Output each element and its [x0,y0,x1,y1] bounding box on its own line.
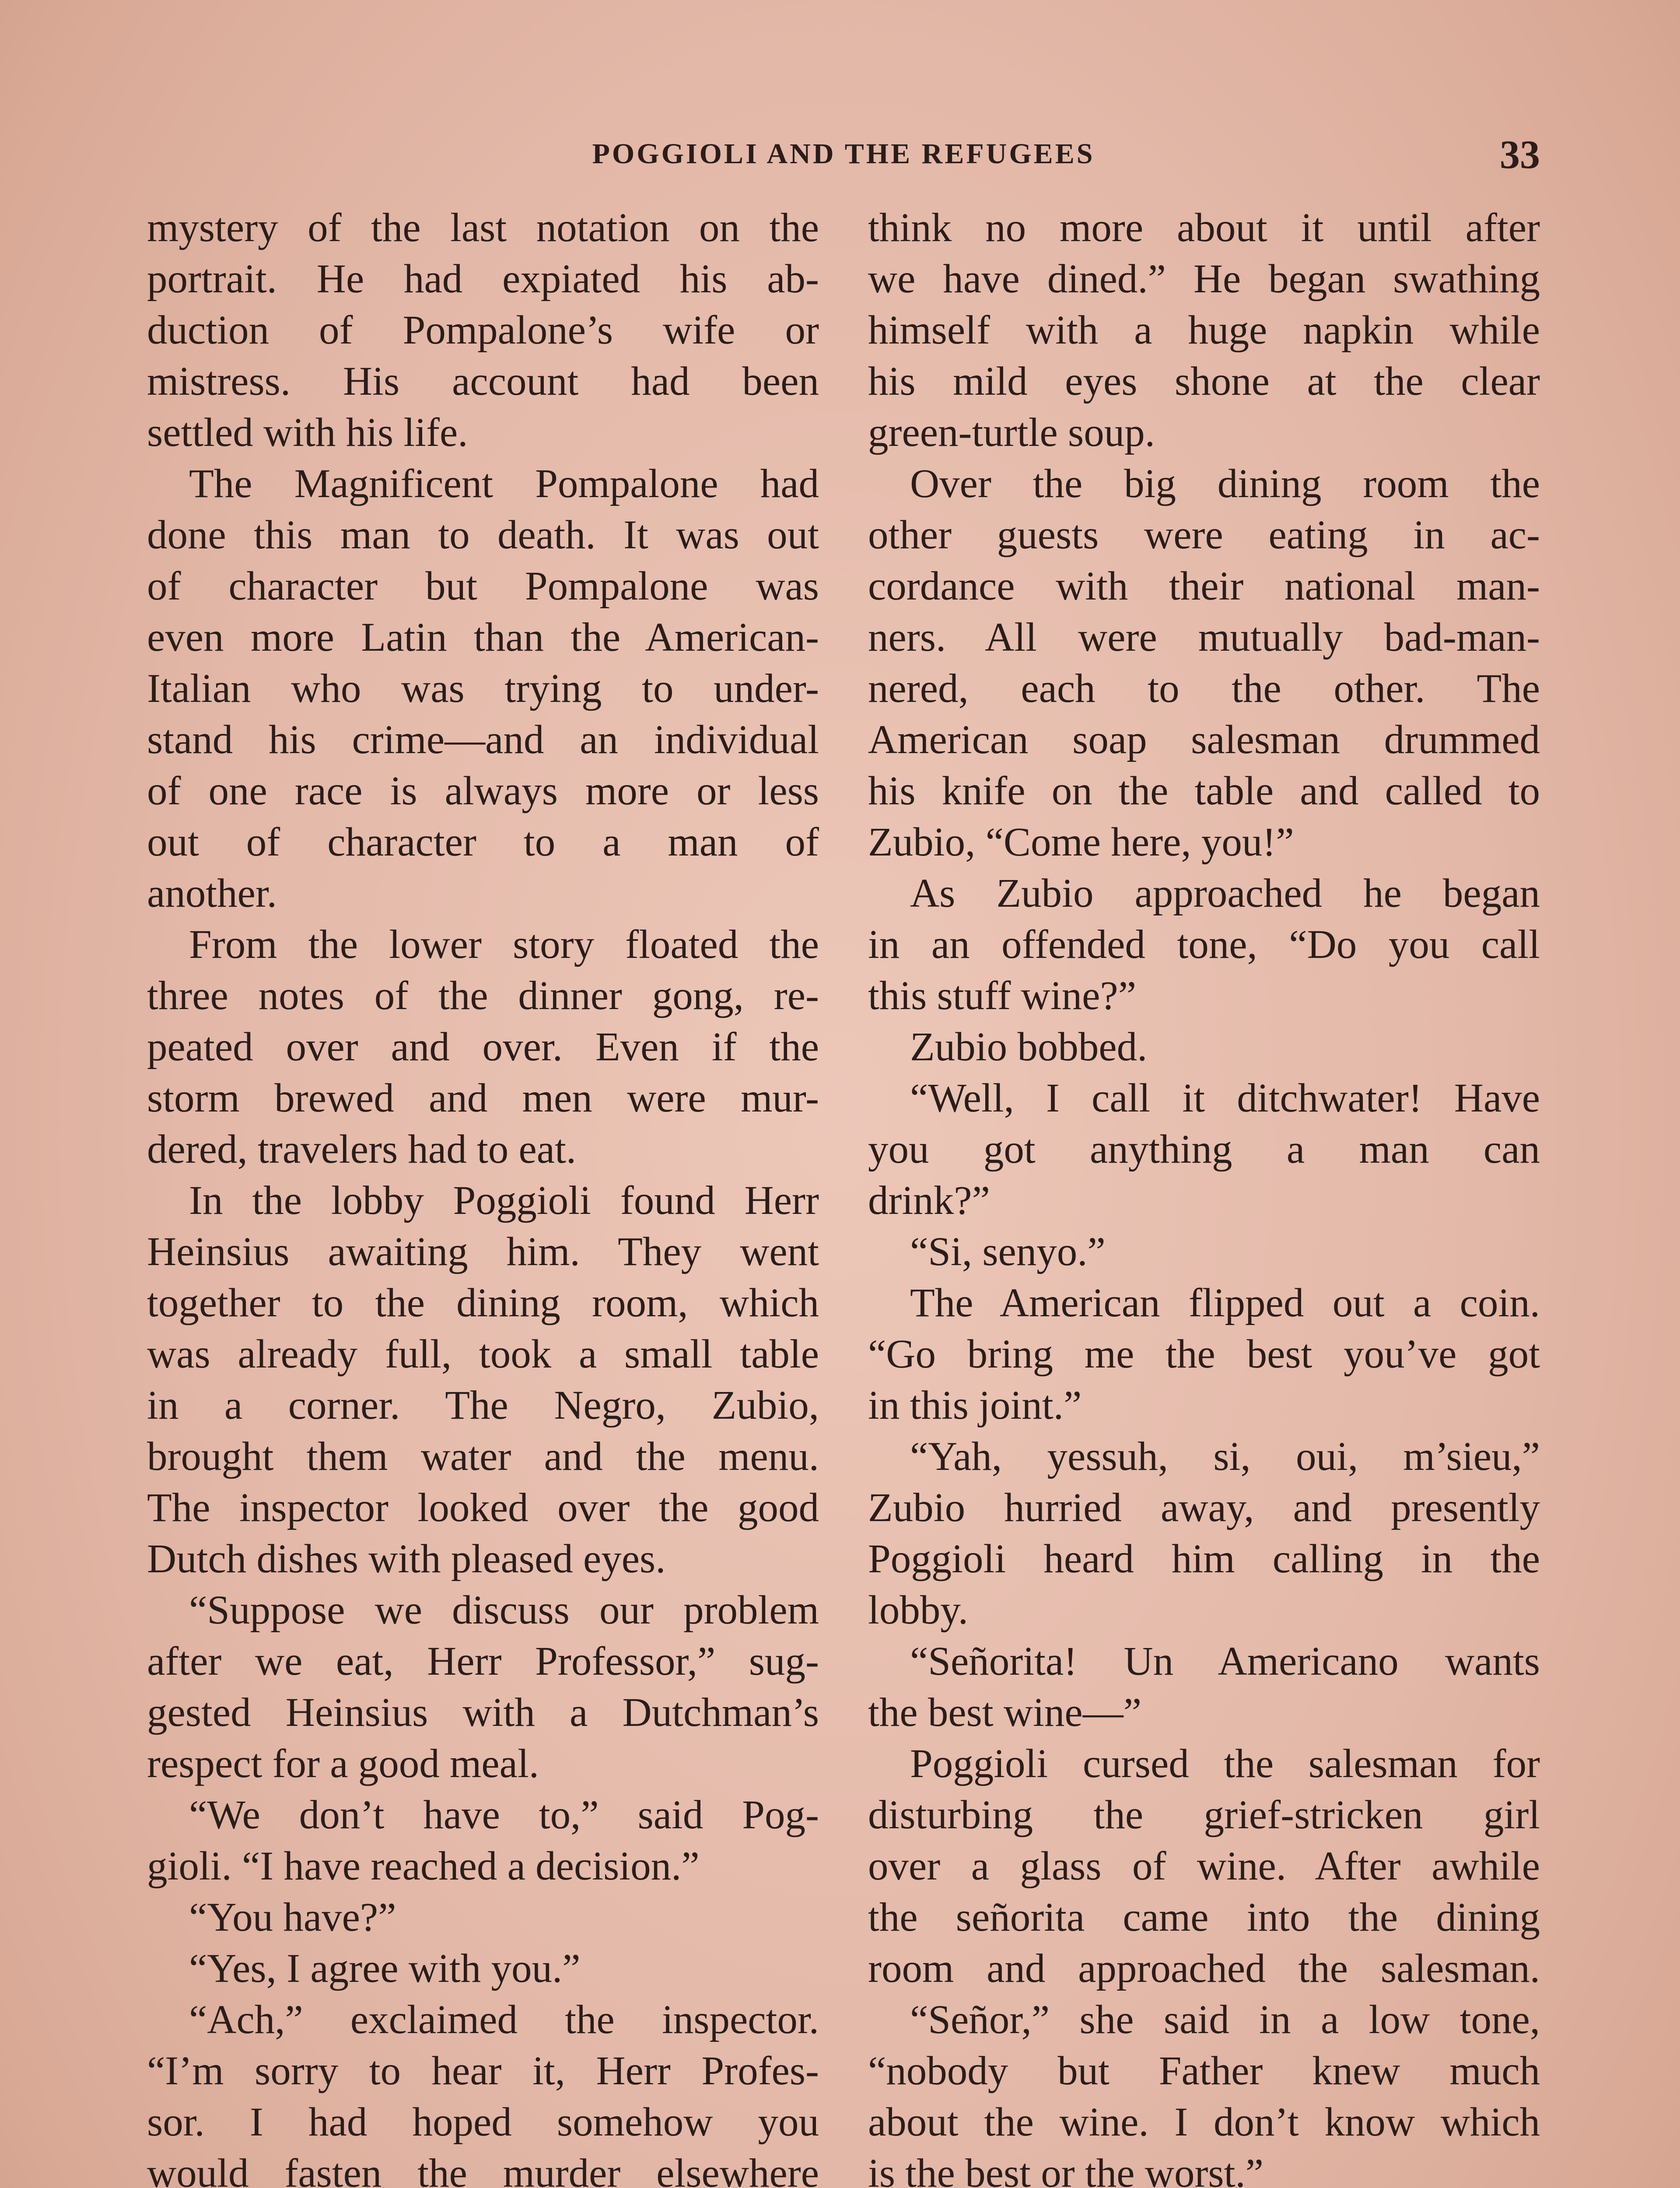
text-line: portrait. He had expiated his ab- [147,256,819,302]
text-line: drink?” [868,1178,990,1223]
text-line: stand his crime—and an individual [147,717,819,762]
text-line: you got anything a man can [868,1127,1540,1172]
text-line: “Go bring me the best you’ve got [868,1332,1540,1377]
text-line: nered, each to the other. The [868,666,1540,711]
text-line: The American flipped out a coin. [910,1280,1540,1325]
text-line: of one race is always more or less [147,768,819,813]
text-line: lobby. [868,1588,969,1633]
text-line: “You have?” [189,1895,396,1940]
text-line: his knife on the table and called to [868,768,1540,813]
text-line: we have dined.” He began swathing [868,256,1540,302]
text-line: in this joint.” [868,1383,1082,1428]
text-line: duction of Pompalone’s wife or [147,308,819,353]
text-line: his mild eyes shone at the clear [868,359,1540,404]
text-line: Italian who was trying to under- [147,666,819,711]
text-line: green-turtle soup. [868,410,1155,455]
text-line: “nobody but Father knew much [868,2048,1540,2093]
text-line: ners. All were mutually bad-man- [868,615,1540,660]
text-line: “Well, I call it ditchwater! Have [910,1076,1540,1121]
text-line: think no more about it until after [868,205,1540,250]
text-line: about the wine. I don’t know which [868,2100,1540,2145]
text-line: As Zubio approached he began [910,871,1540,916]
running-head: POGGIOLI AND THE REFUGEES [592,138,1095,170]
text-line: In the lobby Poggioli found Herr [189,1178,819,1223]
text-line: respect for a good meal. [147,1741,539,1786]
left-column [147,202,819,2188]
text-line: the señorita came into the dining [868,1895,1540,1940]
text-line: Poggioli cursed the salesman for [910,1741,1540,1786]
text-line: The inspector looked over the good [147,1485,819,1530]
text-line: Dutch dishes with pleased eyes. [147,1536,666,1581]
text-line: brought them water and the menu. [147,1434,819,1479]
text-line: cordance with their national man- [868,564,1540,609]
text-line: this stuff wine?” [868,973,1136,1018]
text-line: sor. I had hoped somehow you [147,2100,819,2145]
text-line: himself with a huge napkin while [868,308,1540,353]
text-line: “Yes, I agree with you.” [189,1946,581,1991]
text-line: Over the big dining room the [910,461,1540,506]
text-line: other guests were eating in ac- [868,512,1540,558]
text-line: “Yah, yessuh, si, oui, m’sieu,” [910,1434,1540,1479]
text-line: “Si, senyo.” [910,1229,1106,1274]
text-line: even more Latin than the American- [147,615,819,660]
text-line: settled with his life. [147,410,468,455]
text-line: The Magnificent Pompalone had [189,461,819,506]
text-line: was already full, took a small table [147,1332,819,1377]
text-line: Zubio, “Come here, you!” [868,820,1294,865]
text-line: over a glass of wine. After awhile [868,1844,1540,1889]
text-line: From the lower story floated the [189,922,819,967]
text-line: Zubio bobbed. [910,1024,1148,1069]
text-line: gioli. “I have reached a decision.” [147,1844,700,1889]
page-number: 33 [1500,132,1540,177]
text-line: “I’m sorry to hear it, Herr Profes- [147,2048,819,2093]
right-column [868,202,1540,2188]
text-line: after we eat, Herr Professor,” sug- [147,1639,819,1684]
text-line: the best wine—” [868,1690,1141,1735]
text-line: peated over and over. Even if the [147,1024,819,1069]
text-line: done this man to death. It was out [147,512,819,558]
text-line: of character but Pompalone was [147,564,819,609]
text-line: would fasten the murder elsewhere [147,2151,819,2188]
text-line: mystery of the last notation on the [147,205,819,250]
text-line: “Ach,” exclaimed the inspector. [189,1997,819,2042]
text-line: out of character to a man of [147,820,819,865]
text-line: three notes of the dinner gong, re- [147,973,819,1018]
text-line: another. [147,871,277,916]
text-line: Heinsius awaiting him. They went [147,1229,819,1274]
text-line: “Suppose we discuss our problem [189,1588,819,1633]
text-line: mistress. His account had been [147,359,819,404]
text-line: is the best or the worst.” [868,2151,1264,2188]
text-line: dered, travelers had to eat. [147,1127,577,1172]
text-line: in a corner. The Negro, Zubio, [147,1383,819,1428]
text-line: room and approached the salesman. [868,1946,1540,1991]
text-line: American soap salesman drummed [868,717,1540,762]
text-line: Poggioli heard him calling in the [868,1536,1540,1581]
text-line: in an offended tone, “Do you call [868,922,1540,967]
text-line: “We don’t have to,” said Pog- [189,1792,819,1837]
text-line: Zubio hurried away, and presently [868,1485,1540,1530]
text-line: disturbing the grief-stricken girl [868,1792,1540,1837]
text-line: “Señorita! Un Americano wants [910,1639,1540,1684]
text-line: storm brewed and men were mur- [147,1076,819,1121]
page-header [147,131,1540,179]
text-line: together to the dining room, which [147,1280,819,1325]
text-line: “Señor,” she said in a low tone, [910,1997,1540,2042]
text-line: gested Heinsius with a Dutchman’s [147,1690,819,1735]
